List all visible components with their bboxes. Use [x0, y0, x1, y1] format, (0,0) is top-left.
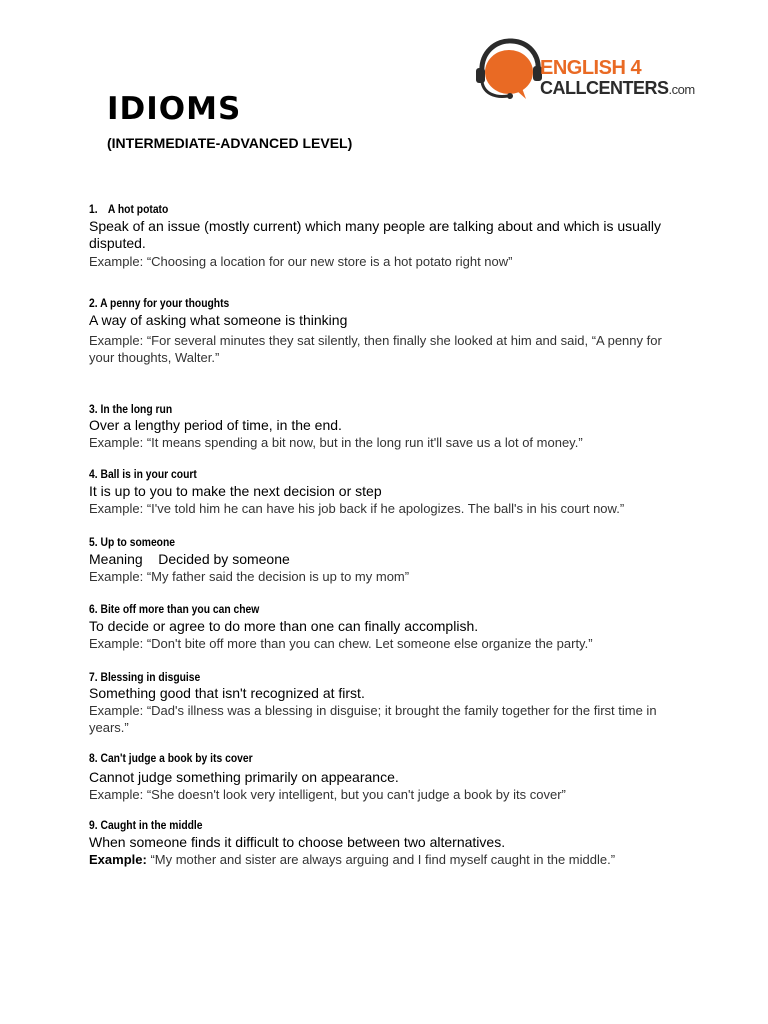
idiom-definition: It is up to you to make the next decision or step [89, 483, 382, 499]
idiom-definition: To decide or agree to do more than one can finally accomplish. [89, 618, 479, 634]
idiom-heading [89, 295, 596, 311]
idiom-heading [89, 750, 596, 766]
idiom-entry [89, 466, 679, 517]
example-text: “My mother and sister are always arguing and I find myself caught in the middle.” [150, 852, 616, 867]
idiom-definition: Over a lengthy period of time, in the end. [89, 417, 342, 433]
idiom-number: 4. [89, 467, 98, 481]
example-text: “My father said the decision is up to my mom” [146, 569, 410, 584]
idiom-definition: Meaning Decided by someone [89, 551, 290, 567]
logo-domain-suffix: .com [668, 82, 695, 97]
idiom-number: 7. [89, 670, 98, 684]
idiom-phrase: A penny for your thoughts [100, 296, 230, 310]
example-text: “For several minutes they sat silently, then finally she looked at him and said, “A penny for your thoughts, Walter.” [89, 333, 662, 365]
idiom-number: 2. [89, 296, 98, 310]
idiom-entry [89, 401, 679, 451]
idiom-number: 3. [89, 402, 98, 416]
example-label: Example: [89, 703, 144, 718]
idiom-heading [89, 401, 596, 417]
idiom-phrase: A hot potato [107, 202, 169, 216]
idiom-example [89, 332, 679, 366]
idiom-phrase: Can't judge a book by its cover [100, 751, 253, 765]
idiom-definition: When someone finds it difficult to choose between two alternatives. [89, 834, 506, 850]
idiom-number: 1. [89, 202, 98, 216]
idiom-number: 9. [89, 818, 98, 832]
example-label: Example: [89, 333, 144, 348]
idiom-heading [89, 817, 596, 833]
idiom-example [89, 702, 679, 736]
idiom-phrase: Caught in the middle [100, 818, 203, 832]
company-logo [474, 38, 696, 102]
idiom-definition: Something good that isn't recognized at first. [89, 685, 365, 701]
idiom-example [89, 500, 679, 517]
idiom-entry [89, 601, 679, 652]
idiom-example [89, 635, 679, 652]
idiom-entry [89, 669, 679, 736]
idiom-example [89, 253, 679, 270]
logo-line-2: CALLCENTERS [540, 78, 669, 98]
example-label: Example: [89, 852, 147, 867]
idiom-example [89, 434, 679, 451]
idiom-example [89, 786, 679, 803]
example-text: “It means spending a bit now, but in the long run it'll save us a lot of money.” [146, 435, 583, 450]
logo-line-1: ENGLISH 4 [540, 57, 642, 79]
idiom-example [89, 851, 679, 868]
idiom-definition: A way of asking what someone is thinking [89, 312, 348, 328]
idiom-number: 6. [89, 602, 98, 616]
idiom-phrase: Blessing in disguise [100, 670, 201, 684]
page-title: IDIOMS [107, 91, 242, 127]
idiom-heading [89, 201, 596, 217]
idiom-entry [89, 201, 679, 270]
idiom-entry [89, 295, 679, 366]
example-label: Example: [89, 636, 144, 651]
idiom-heading [89, 601, 596, 617]
idiom-entry [89, 817, 679, 868]
idiom-definition: Speak of an issue (mostly current) which many people are talking about and which is usually disputed. [89, 218, 661, 251]
idiom-phrase: Ball is in your court [100, 467, 197, 481]
idiom-phrase: Bite off more than you can chew [100, 602, 260, 616]
idiom-phrase: In the long run [100, 402, 173, 416]
idiom-entry [89, 750, 679, 803]
idiom-number: 8. [89, 751, 98, 765]
idiom-number: 5. [89, 535, 98, 549]
idiom-phrase: Up to someone [100, 535, 176, 549]
example-text: “Choosing a location for our new store is a hot potato right now” [146, 254, 513, 269]
example-text: “She doesn't look very intelligent, but you can't judge a book by its cover” [146, 787, 566, 802]
example-text: “Don't bite off more than you can chew. Let someone else organize the party.” [146, 636, 593, 651]
page-subtitle: (INTERMEDIATE-ADVANCED LEVEL) [107, 135, 353, 151]
example-text: “Dad's illness was a blessing in disguise; it brought the family together for the first time in years.” [89, 703, 657, 735]
example-text: “I've told him he can have his job back if he apologizes. The ball's in his court now.” [146, 501, 625, 516]
idiom-example [89, 568, 679, 585]
example-label: Example: [89, 569, 144, 584]
idiom-entry [89, 534, 679, 585]
idiom-definition: Cannot judge something primarily on appearance. [89, 769, 399, 785]
idiom-heading [89, 669, 596, 685]
example-label: Example: [89, 435, 144, 450]
example-label: Example: [89, 254, 144, 269]
idiom-heading [89, 534, 596, 550]
example-label: Example: [89, 787, 144, 802]
idiom-heading [89, 466, 596, 482]
example-label: Example: [89, 501, 144, 516]
headset-chat-logo-icon [474, 38, 544, 102]
